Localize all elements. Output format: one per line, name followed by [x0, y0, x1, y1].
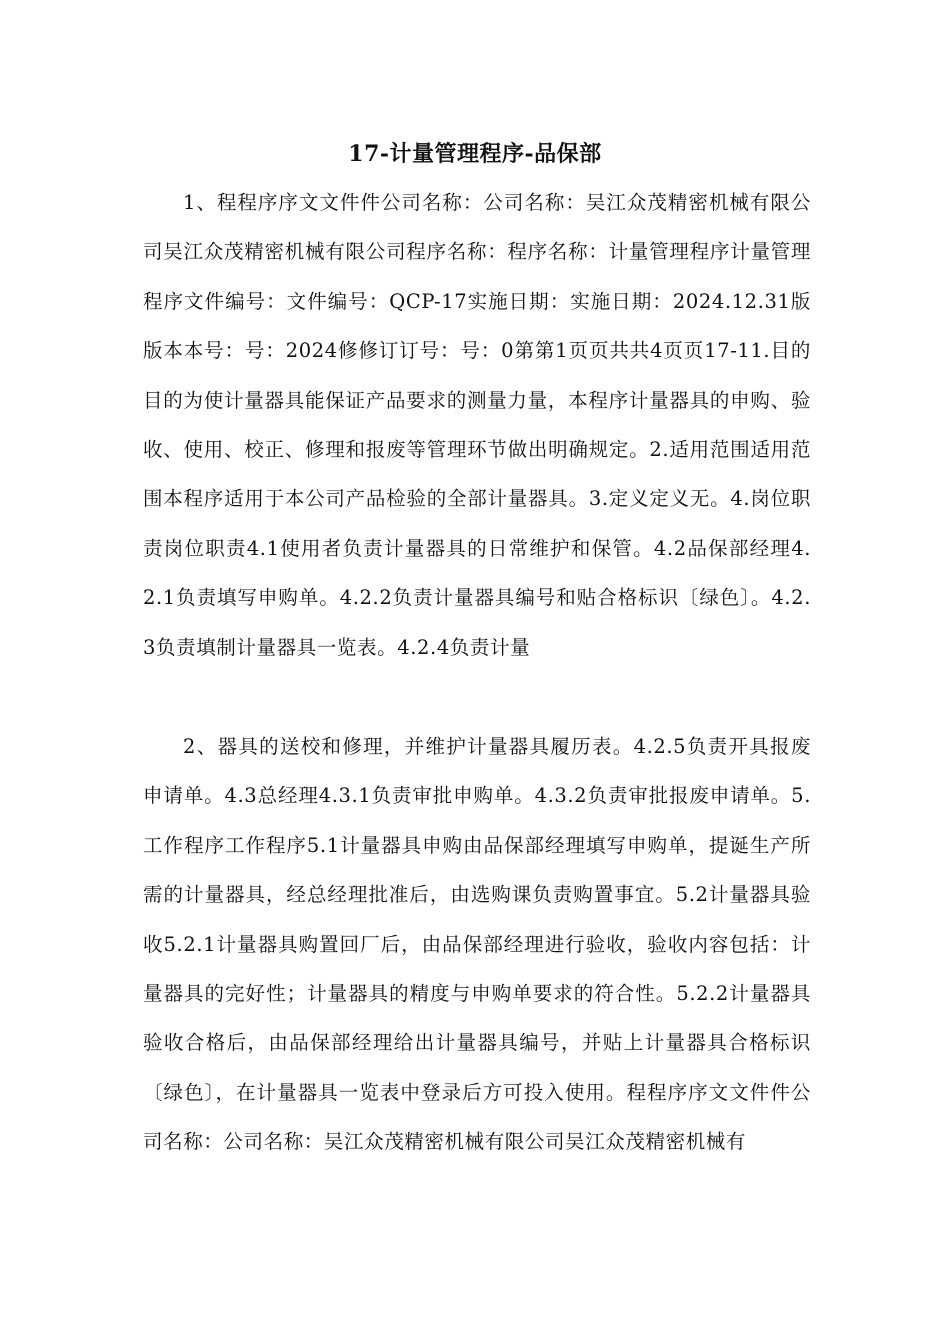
paragraph-1: 1、程程序序文文件件公司名称：公司名称：吴江众茂精密机械有限公司吴江众茂精密机械有限公司程序名称：程序名称：计量管理程序计量管理程序文件编号：文件编号：QCP-17实施日期：实施日期：2024.12.31版版本本号：号：2024修修订订号：号：0第第1页页共共4页页17-11.目的目的为使计量器具能保证产品要求的测量力量，本程序计量器具的申购、验收、使用、校正、修理和报废等管理环节做出明确规定。2.适用范围适用范围本程序适用于本公司产品检验的全部计量器具。3.定义定义无。4.岗位职责岗位职责4.1使用者负责计量器具的日常维护和保管。4.2品保部经理4.2.1负责填写申购单。4.2.2负责计量器具编号和贴合格标识〔绿色〕。4.2.3负责填制计量器具一览表。4.2.4负责计量 [143, 191, 811, 659]
document-title: 17-计量管理程序-品保部 [348, 141, 602, 167]
paragraph-2: 2、器具的送校和修理，并维护计量器具履历表。4.2.5负责开具报废申请单。4.3总经理4.3.1负责审批申购单。4.3.2负责审批报废申请单。5.工作程序工作程序5.1计量器具申购由品保部经理填写申购单，提诞生产所需的计量器具，经总经理批准后，由选购课负责购置事宜。5.2计量器具验收5.2.1计量器具购置回厂后，由品保部经理进行验收，验收内容包括：计量器具的完好性；计量器具的精度与申购单要求的符合性。5.2.2计量器具验收合格后，由品保部经理给出计量器具编号，并贴上计量器具合格标识〔绿色〕，在计量器具一览表中登录后方可投入使用。程程序序文文件件公司名称：公司名称：吴江众茂精密机械有限公司吴江众茂精密机械有 [143, 735, 811, 1154]
